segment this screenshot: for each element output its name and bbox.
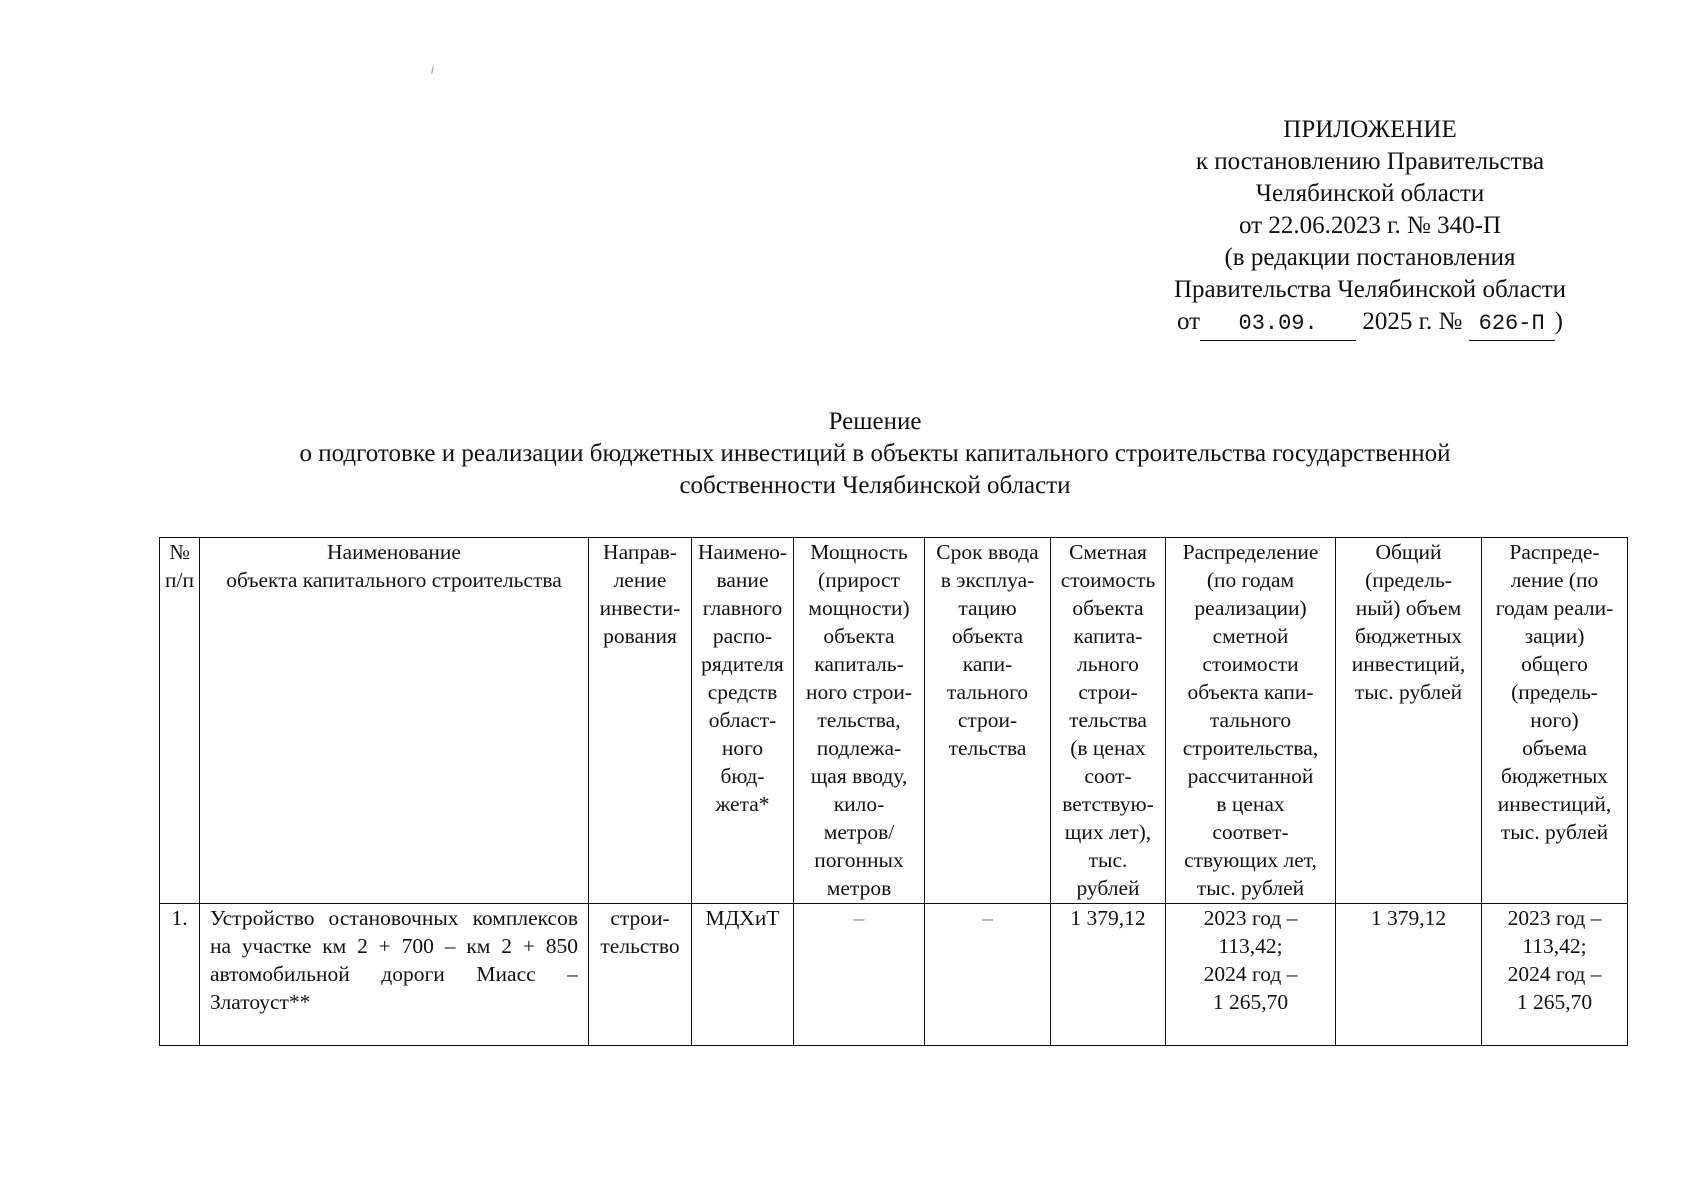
year-text: 2025 г. № [1362,308,1463,335]
header-investment-distribution: Распреде- ление (по годам реали- зации) общего (предель- ного) объема бюджетных инвестиций, тыс. рублей [1482,538,1628,904]
header-num: № п/п [160,538,200,904]
scan-artifact [431,66,434,74]
cell-cost-distribution: 2023 год – 113,42; 2024 год – 1 265,70 [1166,904,1336,1046]
table-row [160,904,1628,1046]
header-estimated-cost: Сметная стоимость объекта капита- льного строи- тельства (в ценах соот- ветствую- щих лет), тыс. рублей [1051,538,1166,904]
cell-administrator: МДХиТ [692,904,794,1046]
appendix-line-1: к постановлению Правительства [1195,148,1545,175]
document-subheading-2: собственности Челябинской области [679,472,1071,499]
cell-total-investment: 1 379,12 [1336,904,1482,1046]
cell-estimated-cost: 1 379,12 [1051,904,1166,1046]
header-total-investment: Общий (предель- ный) объем бюджетных инвестиций, тыс. рублей [1336,538,1482,904]
header-object-name: Наименование объекта капитального строительства [200,538,589,904]
handwritten-date: 03.09. [1200,308,1356,341]
header-commission-date: Срок ввода в эксплуа- тацию объекта капи- тального строи- тельства [925,538,1051,904]
appendix-line-5: Правительства Челябинской области [1173,276,1567,303]
close-paren: ) [1554,308,1563,335]
investment-table [159,537,1628,1046]
appendix-block [1100,114,1640,341]
header-cost-distribution: Распределение (по годам реализации) сметной стоимости объекта капи- тального строительства, рассчитанной в ценах соответ- ствующих лет, тыс. рублей [1166,538,1336,904]
cell-investment-distribution: 2023 год – 113,42; 2024 год – 1 265,70 [1482,904,1628,1046]
document-subheading-1: о подготовке и реализации бюджетных инвестиций в объекты капитального строительства государственной [299,440,1451,467]
document-heading: Решение [828,408,922,435]
header-administrator: Наимено- вание главного распо- рядителя средств област- ного бюд- жета* [692,538,794,904]
table-header-row [160,538,1628,904]
appendix-date-line [1100,306,1640,341]
handwritten-number: 626-П [1469,308,1555,341]
header-capacity: Мощность (прирост мощности) объекта капиталь- ного строи- тельства, подлежа- щая вводу, кило- метров/ погонных метров [794,538,925,904]
appendix-line-3: от 22.06.2023 г. № 340-П [1238,212,1501,239]
cell-capacity: – [794,904,925,1046]
date-prefix: от [1177,308,1201,335]
appendix-line-2: Челябинской области [1255,180,1485,207]
document-title [180,406,1570,502]
cell-commission-date: – [925,904,1051,1046]
appendix-line-4: (в редакции постановления [1224,244,1516,271]
cell-object-name: Устройство остановочных комплексов на участке км 2 + 700 – км 2 + 850 автомобильной дороги Миасс – Златоуст** [200,904,589,1046]
appendix-title: ПРИЛОЖЕНИЕ [1283,116,1457,143]
cell-direction: строи- тельство [589,904,692,1046]
cell-num: 1. [160,904,200,1046]
header-direction: Направ- ление инвести- рования [589,538,692,904]
